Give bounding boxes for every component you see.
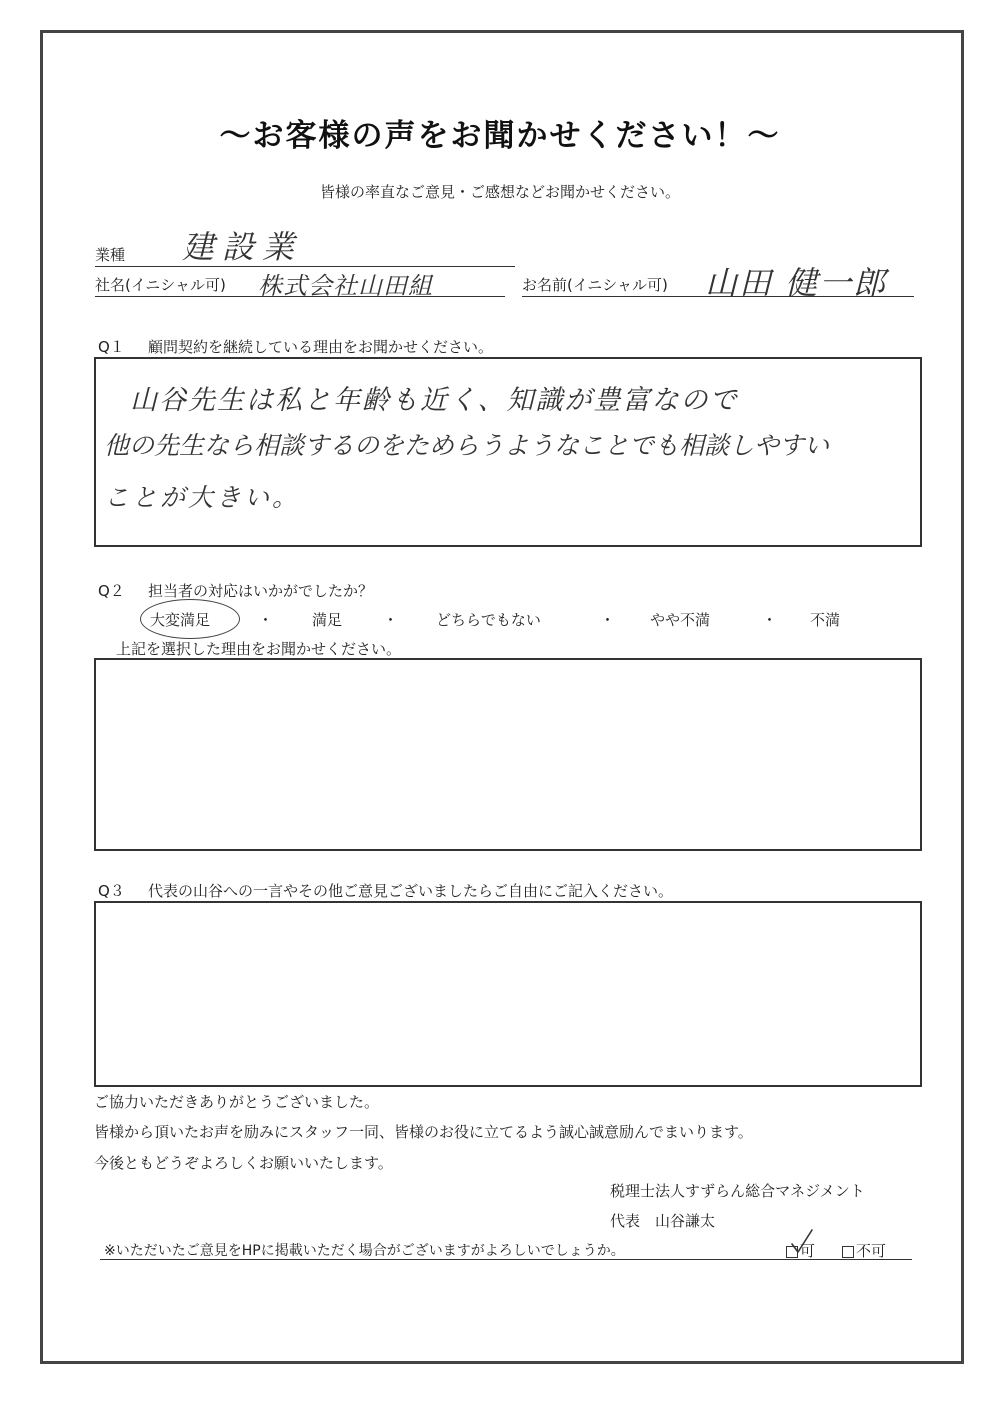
q1-question: 顧問契約を継続している理由をお聞かせください。 (148, 338, 494, 356)
consent-no-label: 不可 (856, 1242, 887, 1260)
option-neutral[interactable]: どちらでもない (436, 611, 541, 629)
q2-question: 担当者の対応はいかがでしたか？ (148, 582, 374, 600)
firm-name: 税理士法人すずらん総合マネジメント (610, 1182, 865, 1200)
q3-question: 代表の山谷への一言やその他ご意見ございましたらご自由にご記入ください。 (148, 882, 674, 900)
name-underline (522, 296, 914, 297)
form-title: 〜お客様の声をお聞かせください！〜 (219, 118, 781, 154)
q1-answer-line: 山谷先生は私と年齢も近く、知識が豊富なので (130, 385, 739, 416)
option-separator: ・ (762, 611, 778, 629)
q1-number: Q１ (98, 338, 125, 356)
representative-name: 代表 山谷謙太 (610, 1212, 716, 1230)
closing-thanks: ご協力いただきありがとうございました。 (94, 1093, 380, 1111)
q2-number: Q２ (98, 582, 125, 600)
option-separator: ・ (258, 611, 274, 629)
industry-label: 業種 (95, 246, 126, 264)
option-separator: ・ (600, 611, 616, 629)
checkmark-icon (790, 1228, 814, 1256)
consent-no[interactable] (842, 1240, 886, 1261)
name-value[interactable]: 山田 健一郎 (705, 264, 888, 302)
checkbox-unchecked[interactable] (842, 1246, 854, 1258)
closing-regards: 今後ともどうぞよろしくお願いいたします。 (94, 1154, 393, 1172)
option-dissatisfied[interactable]: 不満 (810, 611, 841, 629)
q1-answer-line: 他の先生なら相談するのをためらうようなことでも相談しやすい (104, 431, 830, 460)
name-label: お名前(イニシャル可) (522, 276, 668, 294)
option-very-satisfied[interactable]: 大変満足 (150, 611, 211, 629)
q1-answer-line: ことが大きい。 (104, 483, 301, 512)
option-separator: ・ (383, 611, 399, 629)
company-underline (95, 296, 505, 297)
q3-number: Q３ (98, 882, 125, 900)
q2-reason-box[interactable] (94, 658, 922, 851)
closing-message: 皆様から頂いたお声を励みにスタッフ一同、皆様のお役に立てるよう誠心誠意励んでまいります。 (94, 1123, 753, 1141)
option-satisfied[interactable]: 満足 (312, 611, 343, 629)
consent-underline (100, 1259, 912, 1260)
company-value[interactable]: 株式会社山田組 (258, 272, 433, 300)
company-label: 社名(イニシャル可) (95, 276, 226, 294)
consent-question: ※いただいたご意見をHPに掲載いただく場合がございますがよろしいでしょうか。 (104, 1243, 625, 1259)
option-somewhat-dissatisfied[interactable]: やや不満 (650, 611, 711, 629)
consent-yes-label: 可 (800, 1242, 816, 1260)
q3-answer-box[interactable] (94, 901, 922, 1087)
industry-value[interactable]: 建設業 (182, 228, 303, 266)
form-subtitle: 皆様の率直なご意見・ご感想などお聞かせください。 (319, 183, 680, 201)
q2-reason-prompt: 上記を選択した理由をお聞かせください。 (116, 640, 402, 658)
